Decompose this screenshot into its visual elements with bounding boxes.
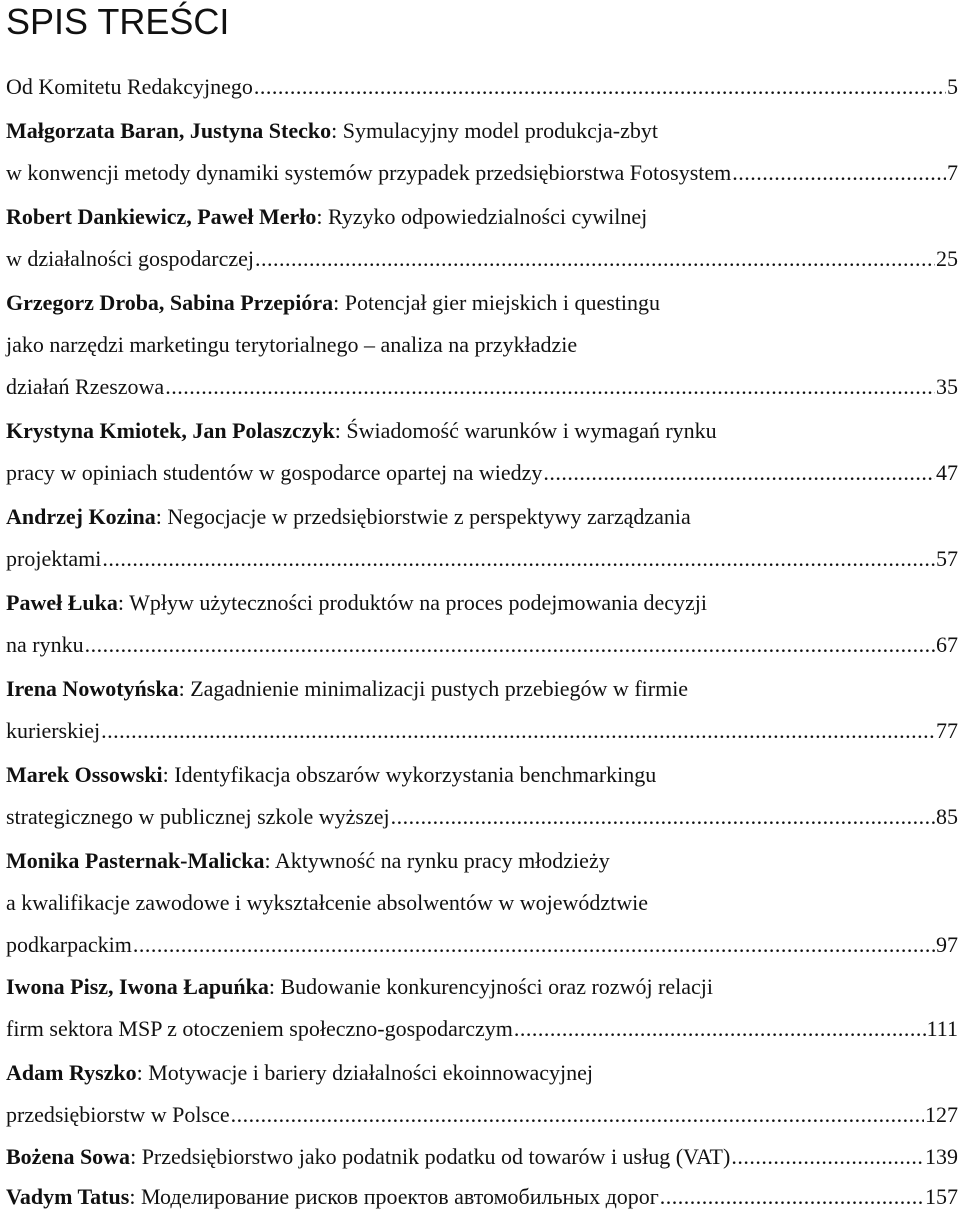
toc-entry[interactable] [6, 1136, 958, 1178]
toc-entry-page-number: 97 [936, 932, 958, 957]
toc-entry-authors: Vadym Tatus [6, 1184, 130, 1209]
toc-entry-page-number: 57 [936, 546, 958, 571]
toc-entry-line [6, 1008, 958, 1050]
toc-entry[interactable] [6, 1176, 958, 1218]
page-title: SPIS TREŚCI [6, 1, 230, 42]
toc-entry-authors: Bożena Sowa [6, 1144, 131, 1169]
toc-entry[interactable] [6, 1052, 958, 1136]
toc-entry[interactable] [6, 668, 958, 752]
dot-leader [85, 624, 935, 666]
toc-entry-separator: : [331, 118, 338, 143]
toc-entry-authors: Marek Ossowski [6, 762, 163, 787]
toc-entry[interactable] [6, 582, 958, 666]
toc-entry-authors: Andrzej Kozina [6, 504, 156, 529]
toc-entry-line [6, 366, 958, 408]
toc-entry[interactable] [6, 66, 958, 108]
toc-entry-title: podkarpackim [6, 932, 132, 957]
toc-entry-page-number: 77 [936, 718, 958, 743]
toc-entry-line [6, 840, 958, 882]
toc-entry-separator: : [129, 1184, 136, 1209]
toc-entry-page-number: 139 [925, 1144, 958, 1169]
toc-entry-separator: : [334, 418, 341, 443]
toc-entry-line [6, 624, 958, 666]
toc-entry-title: Od Komitetu Redakcyjnego [6, 74, 253, 99]
toc-entry-title: Potencjał gier miejskich i questingu [339, 290, 660, 315]
toc-entry-line [6, 1052, 958, 1094]
toc-entry-title: Ryzyko odpowiedzialności cywilnej [322, 204, 648, 229]
toc-entry-page-number: 5 [947, 74, 958, 99]
toc-entry-page-number: 47 [936, 460, 958, 485]
toc-entry-title: w działalności gospodarczej [6, 246, 255, 271]
toc-entry-line [6, 152, 958, 194]
toc-entry-title: Symulacyjny model produkcja-zbyt [337, 118, 658, 143]
toc-entry-line [6, 710, 958, 752]
toc-entry-title: Świadomość warunków i wymagań rynku [340, 418, 717, 443]
toc-entry-title: w konwencji metody dynamiki systemów przypadek przedsiębiorstwa Fotosystem [6, 160, 732, 185]
toc-entry-page-number: 127 [925, 1102, 958, 1127]
toc-entry-title: projektami [6, 546, 102, 571]
toc-entry-title: Моделирование рисков проектов автомобильных дорог [135, 1184, 659, 1209]
toc-entry-title: Przedsiębiorstwo jako podatnik podatku od towarów i usług (VAT) [136, 1144, 731, 1169]
toc-entry-title: Wpływ użyteczności produktów na proces podejmowania decyzji [123, 590, 708, 615]
toc-entry-line [6, 496, 958, 538]
dot-leader [514, 1008, 926, 1050]
toc-entry-line [6, 668, 958, 710]
toc-entry-title: Aktywność na rynku pracy młodzieży [270, 848, 610, 873]
toc-entry-title: Motywacje i bariery działalności ekoinnowacyjnej [142, 1060, 593, 1085]
toc-entry-page-number: 157 [925, 1184, 958, 1209]
toc-entry-line [6, 582, 958, 624]
toc-entry-title: Zagadnienie minimalizacji pustych przebiegów w firmie [184, 676, 689, 701]
toc-entry-title: Identyfikacja obszarów wykorzystania benchmarkingu [168, 762, 657, 787]
toc-entry[interactable] [6, 966, 958, 1050]
toc-entry-line [6, 196, 958, 238]
toc-entry[interactable] [6, 410, 958, 494]
toc-entry-line [6, 1094, 958, 1136]
toc-entry-page-number: 25 [936, 246, 958, 271]
dot-leader [543, 452, 935, 494]
toc-entry-authors: Krystyna Kmiotek, Jan Polaszczyk [6, 418, 335, 443]
toc-entry[interactable] [6, 840, 958, 966]
toc-entry[interactable] [6, 496, 958, 580]
toc-entry-title: strategicznego w publicznej szkole wyższej [6, 804, 390, 829]
toc-entry-page-number: 67 [936, 632, 958, 657]
toc-entry-line [6, 410, 958, 452]
dot-leader [165, 366, 935, 408]
toc-entry-title: działań Rzeszowa [6, 374, 165, 399]
toc-entry-title: przedsiębiorstw w Polsce [6, 1102, 230, 1127]
toc-entry-title: firm sektora MSP z otoczeniem społeczno-gospodarczym [6, 1016, 513, 1041]
toc-entry-line [6, 538, 958, 580]
toc-entry-authors: Robert Dankiewicz, Paweł Merło [6, 204, 317, 229]
dot-leader [102, 538, 935, 580]
toc-entry-title: jako narzędzi marketingu terytorialnego – analiza na przykładzie [6, 332, 578, 357]
toc-entry-line [6, 452, 958, 494]
toc-entry-line [6, 1136, 958, 1178]
toc-entry-title: na rynku [6, 632, 84, 657]
toc-entry-page-number: 111 [926, 1016, 958, 1041]
toc-entry-title: pracy w opiniach studentów w gospodarce opartej na wiedzy [6, 460, 543, 485]
toc-entry-separator: : [136, 1060, 143, 1085]
toc-entry-separator: : [155, 504, 162, 529]
toc-entry-authors: Monika Pasternak-Malicka [6, 848, 265, 873]
toc-entry-authors: Irena Nowotyńska [6, 676, 179, 701]
toc-entry-authors: Adam Ryszko [6, 1060, 137, 1085]
dot-leader [732, 152, 946, 194]
toc-entry[interactable] [6, 754, 958, 838]
dot-leader [133, 924, 935, 966]
dot-leader [254, 66, 946, 108]
toc-entry-line [6, 1176, 958, 1218]
toc-entry[interactable] [6, 282, 958, 408]
toc-entry-title: kurierskiej [6, 718, 101, 743]
toc-entry-authors: Paweł Łuka [6, 590, 118, 615]
toc-entry-separator: : [316, 204, 323, 229]
toc-entry-line [6, 754, 958, 796]
dot-leader [231, 1094, 924, 1136]
toc-entry-separator: : [130, 1144, 137, 1169]
toc-entry-separator: : [268, 974, 275, 999]
toc-entry-title: a kwalifikacje zawodowe i wykształcenie absolwentów w województwie [6, 890, 649, 915]
dot-leader [101, 710, 935, 752]
toc-entry-separator: : [178, 676, 185, 701]
toc-entry-page-number: 7 [947, 160, 958, 185]
toc-entry-separator: : [162, 762, 169, 787]
toc-entry-title: Negocjacje w przedsiębiorstwie z perspektywy zarządzania [161, 504, 691, 529]
toc-entry-separator: : [264, 848, 271, 873]
toc-entry-line [6, 966, 958, 1008]
toc-entry-line [6, 796, 958, 838]
toc-entry-authors: Grzegorz Droba, Sabina Przepióra [6, 290, 334, 315]
toc-entry-separator: : [333, 290, 340, 315]
dot-leader [391, 796, 935, 838]
toc-entry-line [6, 238, 958, 280]
toc-entry[interactable] [6, 110, 958, 194]
toc-entry-authors: Małgorzata Baran, Justyna Stecko [6, 118, 332, 143]
toc-entry-authors: Iwona Pisz, Iwona Łapuńka [6, 974, 269, 999]
dot-leader [731, 1136, 924, 1178]
toc-entry-line [6, 882, 958, 924]
toc-entry-line [6, 282, 958, 324]
toc-entry[interactable] [6, 196, 958, 280]
dot-leader [660, 1176, 924, 1218]
toc-entry-line [6, 324, 958, 366]
toc-entry-line [6, 924, 958, 966]
dot-leader [255, 238, 935, 280]
toc-entry-title: Budowanie konkurencyjności oraz rozwój relacji [275, 974, 714, 999]
toc-entry-separator: : [117, 590, 124, 615]
toc-entry-line [6, 66, 958, 108]
toc-entry-page-number: 35 [936, 374, 958, 399]
toc-entry-page-number: 85 [936, 804, 958, 829]
toc-entry-line [6, 110, 958, 152]
